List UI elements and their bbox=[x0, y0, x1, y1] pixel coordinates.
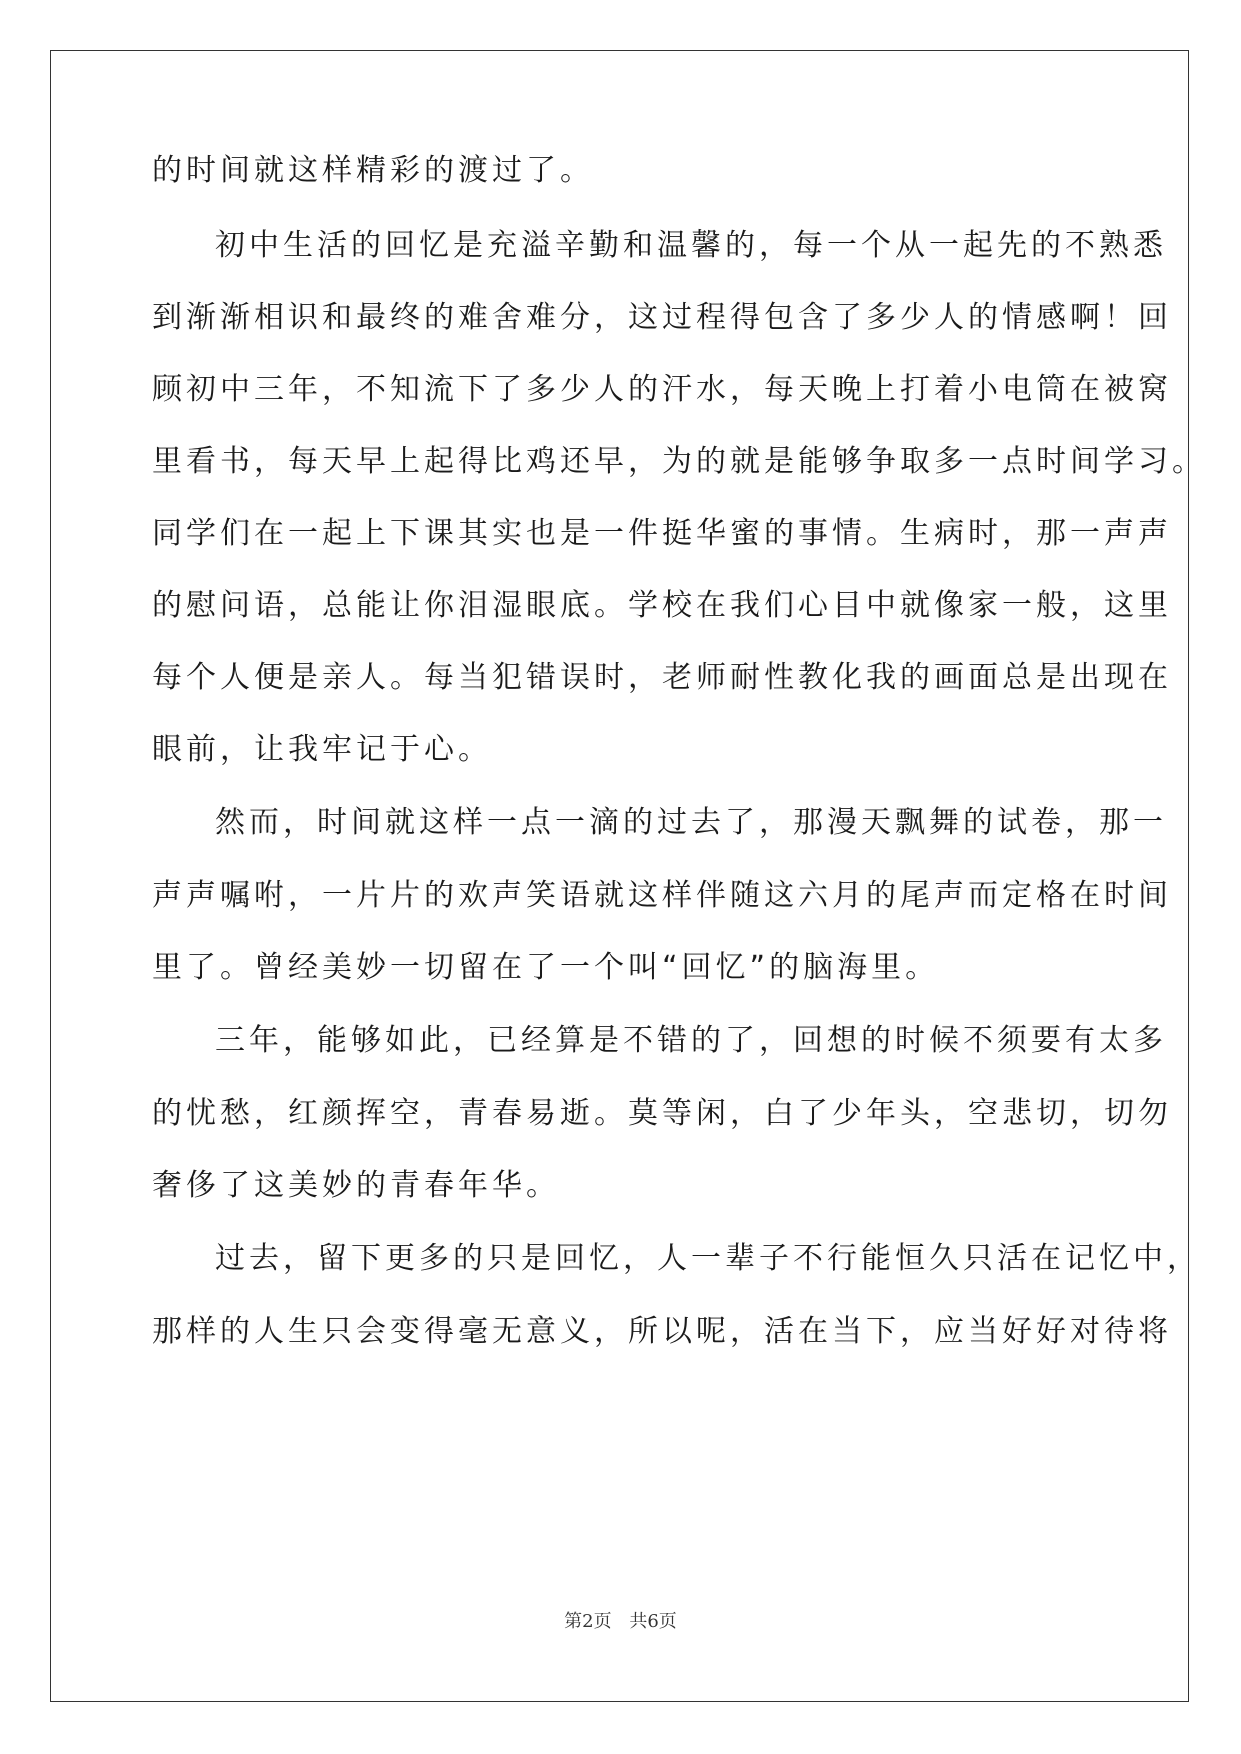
body-line: 的忧愁，红颜挥空，青春易逝。莫等闲，白了少年头，空悲切，切勿 bbox=[152, 1096, 1172, 1131]
paragraph-first-line: 初中生活的回忆是充溢辛勤和温馨的，每一个从一起先的不熟悉 bbox=[215, 228, 1167, 263]
body-line: 声声嘱咐，一片片的欢声笑语就这样伴随这六月的尾声而定格在时间 bbox=[152, 878, 1172, 913]
body-line: 里看书，每天早上起得比鸡还早，为的就是能够争取多一点时间学习。 bbox=[152, 444, 1206, 479]
body-line: 眼前，让我牢记于心。 bbox=[152, 732, 492, 767]
body-line: 顾初中三年，不知流下了多少人的汗水，每天晚上打着小电筒在被窝 bbox=[152, 372, 1172, 407]
paragraph-first-line: 过去，留下更多的只是回忆，人一辈子不行能恒久只活在记忆中， bbox=[215, 1241, 1201, 1276]
body-line: 那样的人生只会变得毫无意义，所以呢，活在当下，应当好好对待将 bbox=[152, 1314, 1172, 1349]
body-line: 奢侈了这美妙的青春年华。 bbox=[152, 1168, 560, 1203]
body-line: 的慰问语，总能让你泪湿眼底。学校在我们心目中就像家一般，这里 bbox=[152, 588, 1172, 623]
page-number: 第2页 bbox=[564, 1611, 612, 1632]
body-line: 的时间就这样精彩的渡过了。 bbox=[152, 153, 594, 188]
page-total: 共6页 bbox=[629, 1611, 677, 1632]
body-line: 每个人便是亲人。每当犯错误时，老师耐性教化我的画面总是出现在 bbox=[152, 660, 1172, 695]
body-line: 同学们在一起上下课其实也是一件挺华蜜的事情。生病时，那一声声 bbox=[152, 516, 1172, 551]
page-footer bbox=[0, 1610, 1241, 1634]
page-border bbox=[50, 50, 1189, 1702]
paragraph-first-line: 然而，时间就这样一点一滴的过去了，那漫天飘舞的试卷，那一 bbox=[215, 805, 1167, 840]
paragraph-first-line: 三年，能够如此，已经算是不错的了，回想的时候不须要有太多 bbox=[215, 1023, 1167, 1058]
body-line: 里了。曾经美妙一切留在了一个叫“回忆”的脑海里。 bbox=[152, 950, 940, 985]
body-line: 到渐渐相识和最终的难舍难分，这过程得包含了多少人的情感啊！回 bbox=[152, 300, 1172, 335]
